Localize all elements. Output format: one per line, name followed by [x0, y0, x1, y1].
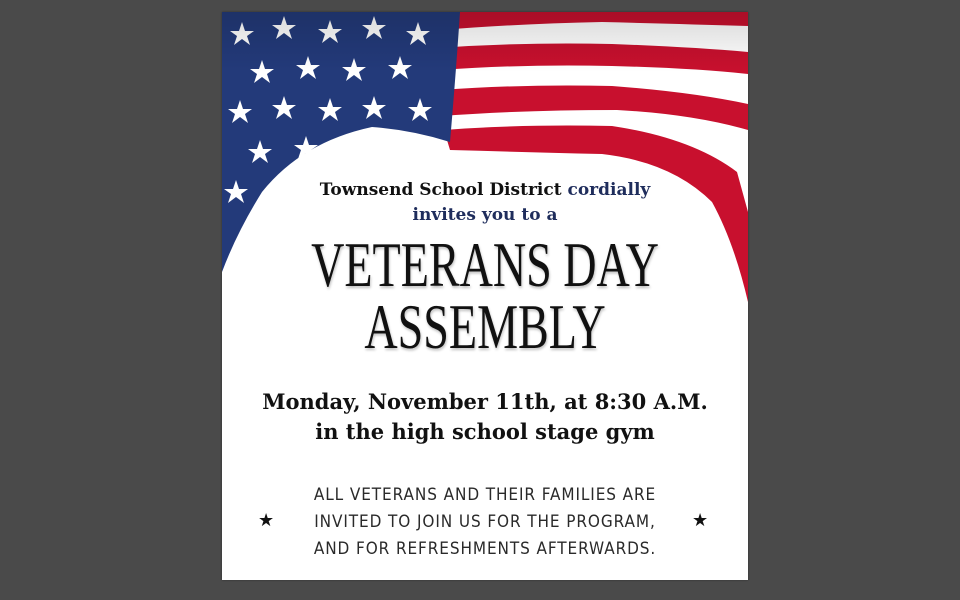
invite-line1-accent: cordially: [567, 180, 651, 200]
veterans-notice: [222, 482, 748, 563]
notice-line-2: INVITED TO JOIN US FOR THE PROGRAM,: [314, 512, 656, 532]
title-line-1: VETERANS DAY: [311, 229, 659, 300]
invitation-text: [222, 178, 748, 228]
invite-line2: invites you to a: [412, 205, 558, 225]
event-date-time: Monday, November 11th, at 8:30 A.M.: [262, 389, 708, 414]
event-title: [222, 229, 748, 362]
event-date-location: [222, 387, 748, 447]
notice-line-3: AND FOR REFRESHMENTS AFTERWARDS.: [313, 539, 657, 559]
veterans-day-poster: [222, 12, 748, 580]
title-line-2: ASSEMBLY: [364, 291, 606, 362]
event-location: in the high school stage gym: [315, 419, 655, 444]
notice-line-1: ALL VETERANS AND THEIR FAMILIES ARE: [313, 485, 657, 505]
star-icon-right: ★: [692, 510, 709, 531]
star-icon-left: ★: [258, 510, 275, 531]
invite-line1-host: Townsend School District: [319, 180, 568, 200]
